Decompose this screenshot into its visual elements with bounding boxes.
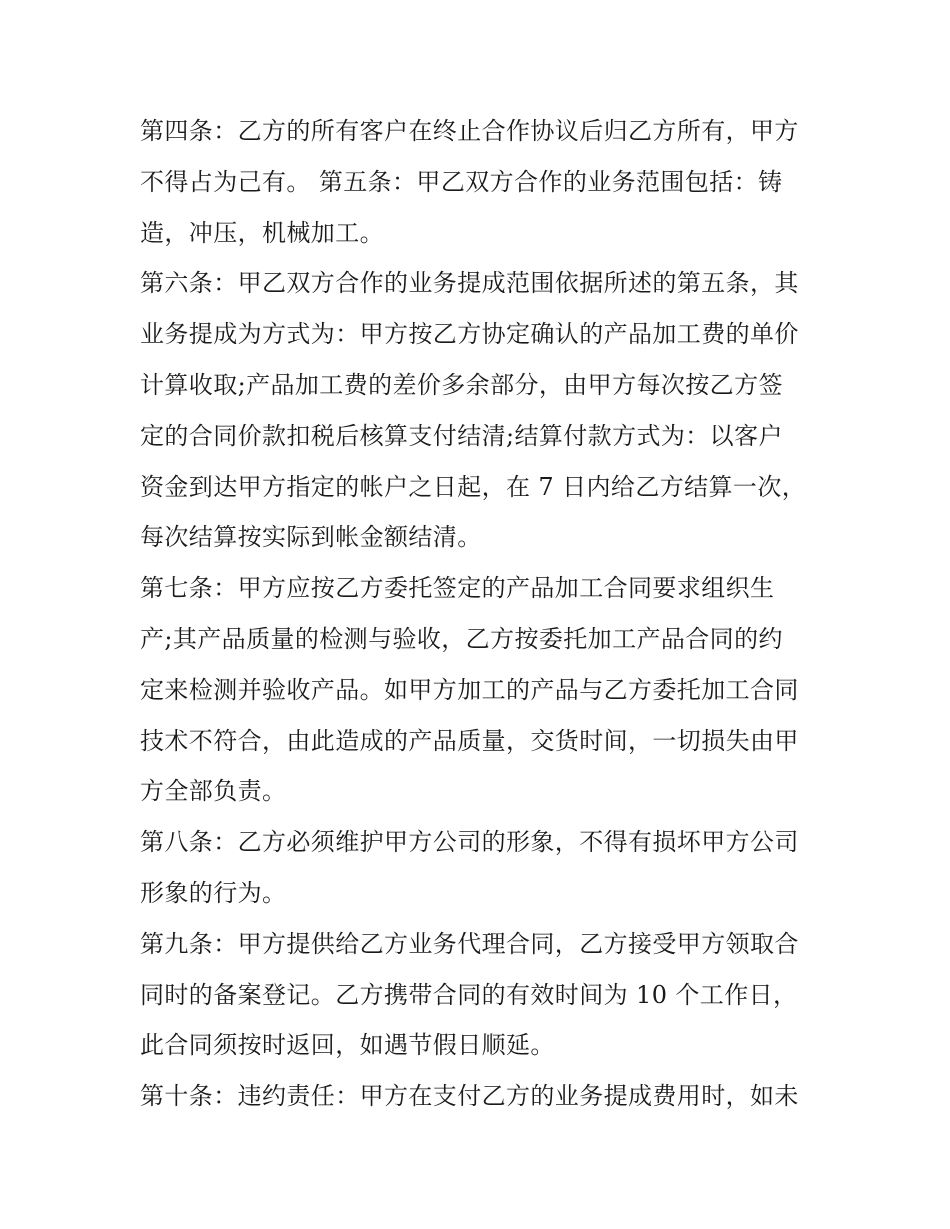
text-line: 产;其产品质量的检测与验收，乙方按委托加工产品合同的约	[140, 624, 783, 653]
text-line: 每次结算按实际到帐金额结清。	[140, 523, 482, 552]
text-line: 资金到达甲方指定的帐户之日起，在 7 日内给乙方结算一次，	[140, 472, 807, 501]
text-line: 第九条：甲方提供给乙方业务代理合同，乙方接受甲方领取合	[140, 929, 799, 958]
text-line: 方全部负责。	[140, 777, 287, 806]
text-line: 定的合同价款扣税后核算支付结清;结算付款方式为：以客户	[140, 421, 783, 450]
text-line: 第七条：甲方应按乙方委托签定的产品加工合同要求组织生	[140, 574, 775, 603]
text-line: 不得占为己有。 第五条：甲乙双方合作的业务范围包括：铸	[140, 167, 783, 196]
text-line: 造，冲压，机械加工。	[140, 218, 384, 247]
text-line: 计算收取;产品加工费的差价多余部分，由甲方每次按乙方签	[140, 370, 783, 399]
text-line: 技术不符合，由此造成的产品质量，交货时间，一切损失由甲	[140, 726, 799, 755]
text-line: 业务提成为方式为：甲方按乙方协定确认的产品加工费的单价	[140, 320, 799, 349]
text-line: 同时的备案登记。乙方携带合同的有效时间为 10 个工作日，	[140, 980, 798, 1009]
text-line: 第十条：违约责任：甲方在支付乙方的业务提成费用时，如未	[140, 1082, 799, 1111]
text-line: 第四条：乙方的所有客户在终止合作协议后归乙方所有，甲方	[140, 117, 799, 145]
text-line: 第八条：乙方必须维护甲方公司的形象，不得有损坏甲方公司	[140, 828, 799, 857]
text-line: 此合同须按时返回，如遇节假日顺延。	[140, 1031, 555, 1060]
text-line: 第六条：甲乙双方合作的业务提成范围依据所述的第五条，其	[140, 269, 799, 298]
contract-text	[140, 106, 816, 1122]
text-line: 定来检测并验收产品。如甲方加工的产品与乙方委托加工合同	[140, 675, 799, 704]
text-line: 形象的行为。	[140, 878, 287, 907]
